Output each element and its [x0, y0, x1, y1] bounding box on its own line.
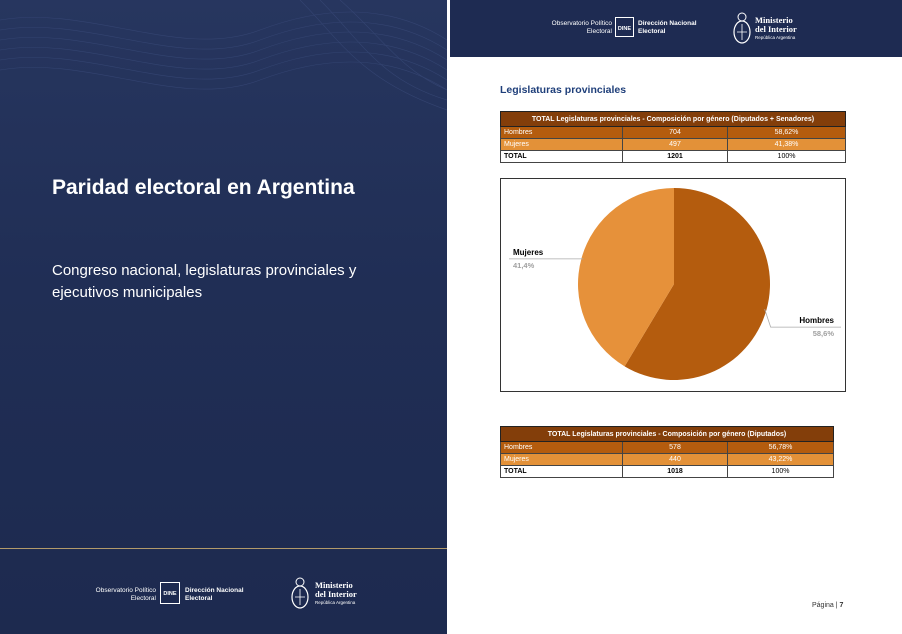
pie-label-mujeres: Mujeres: [513, 247, 544, 257]
seal-icon: [290, 575, 310, 611]
observatorio-line2: Electoral: [130, 595, 156, 602]
pie-value-mujeres: 41,4%: [513, 260, 535, 270]
table2-title: TOTAL Legislaturas provinciales - Composición por género (Diputados): [501, 427, 834, 442]
pie-value-hombres: 58,6%: [812, 329, 834, 339]
header-direccion-line1: Dirección Nacional: [638, 20, 697, 27]
header-seal-icon: [732, 10, 752, 46]
republica-text: República Argentina: [315, 600, 356, 605]
table1-row1-label: Hombres: [501, 127, 623, 139]
pie-chart: [501, 179, 845, 391]
content-page: [450, 0, 902, 634]
table2-row3-label: TOTAL: [501, 466, 623, 478]
header-observatorio-line2: Electoral: [586, 28, 612, 35]
table2-row1-pct: 56,78%: [728, 442, 834, 454]
table2-row2-label: Mujeres: [501, 454, 623, 466]
table2-row1-label: Hombres: [501, 442, 623, 454]
header-republica-text: República Argentina: [755, 35, 796, 40]
cover-title: Paridad electoral en Argentina: [52, 176, 355, 199]
observatorio-line1: Observatorio Político: [95, 587, 156, 594]
table1-row3-count: 1201: [623, 151, 728, 163]
table2-row2-pct: 43,22%: [728, 454, 834, 466]
table1-row2-count: 497: [623, 139, 728, 151]
table-row: [501, 466, 834, 478]
table-row: [501, 442, 834, 454]
page-number: [812, 602, 843, 609]
cover-footer-logos: [0, 572, 447, 616]
direccion-logo-text: [185, 587, 244, 603]
header-direccion-text: [638, 20, 697, 36]
decorative-waves: [0, 0, 447, 130]
ministerio-line1: Ministerio: [315, 580, 353, 590]
header-ministerio-line1: Ministerio: [755, 15, 793, 25]
direccion-line2: Electoral: [185, 595, 213, 602]
table1-row3-label: TOTAL: [501, 151, 623, 163]
header-ministerio-text: [755, 16, 797, 34]
table-diputados-senadores: [500, 111, 846, 163]
cover-divider: [0, 548, 447, 549]
table2-row2-count: 440: [623, 454, 728, 466]
cover-page: [0, 0, 447, 634]
table-row: [501, 127, 846, 139]
page-header: [450, 0, 902, 57]
header-observatorio-text: [540, 20, 612, 36]
page-label: Página |: [812, 602, 838, 609]
table1-row3-pct: 100%: [728, 151, 846, 163]
page-number-value: 7: [839, 602, 844, 609]
table-diputados: [500, 426, 834, 478]
direccion-line1: Dirección Nacional: [185, 587, 244, 594]
header-dine-logo: DINE: [615, 17, 634, 37]
table2-row3-count: 1018: [623, 466, 728, 478]
pie-label-hombres: Hombres: [799, 316, 834, 326]
observatorio-logo-text: [78, 587, 156, 603]
header-observatorio-line1: Observatorio Político: [551, 20, 612, 27]
table2-row1-count: 578: [623, 442, 728, 454]
ministerio-logo-text: [315, 581, 357, 599]
table-row: [501, 139, 846, 151]
table1-row2-label: Mujeres: [501, 139, 623, 151]
section-title: Legislaturas provinciales: [500, 84, 627, 96]
dine-logo: DINE: [160, 582, 180, 604]
header-direccion-line2: Electoral: [638, 28, 666, 35]
table1-row2-pct: 41,38%: [728, 139, 846, 151]
table1-row1-count: 704: [623, 127, 728, 139]
table1-title: TOTAL Legislaturas provinciales - Composición por género (Diputados + Senadores): [501, 112, 846, 127]
cover-subtitle: Congreso nacional, legislaturas provinciales y ejecutivos municipales: [52, 262, 357, 301]
table-row: [501, 454, 834, 466]
header-ministerio-line2: del Interior: [755, 24, 797, 34]
pie-chart-box: [500, 178, 846, 392]
ministerio-line2: del Interior: [315, 589, 357, 599]
table1-row1-pct: 58,62%: [728, 127, 846, 139]
table-row: [501, 151, 846, 163]
table2-row3-pct: 100%: [728, 466, 834, 478]
